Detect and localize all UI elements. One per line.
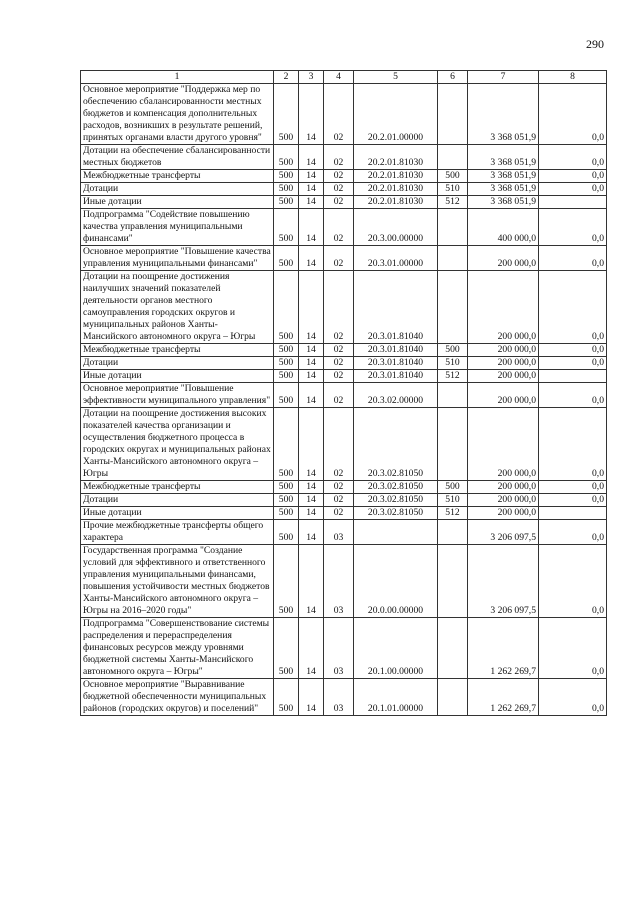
table-row <box>81 494 607 507</box>
subsection-code: 02 <box>324 196 354 209</box>
subsection-code: 02 <box>324 246 354 271</box>
target-article-code: 20.2.01.81030 <box>354 183 438 196</box>
expense-type-code: 500 <box>438 481 468 494</box>
item-name: Основное мероприятие "Повышение качества управления муниципальными финансами" <box>81 246 274 271</box>
column-header: 8 <box>539 71 607 84</box>
budget-table <box>80 70 607 716</box>
amount-col-8: 0,0 <box>539 84 607 145</box>
column-header: 4 <box>324 71 354 84</box>
target-article-code: 20.3.01.81040 <box>354 344 438 357</box>
ministry-code: 500 <box>274 209 299 246</box>
amount-2016: 200 000,0 <box>468 357 539 370</box>
section-code: 14 <box>299 344 324 357</box>
target-article-code: 20.2.01.81030 <box>354 145 438 170</box>
amount-2016: 1 262 269,7 <box>468 679 539 716</box>
item-name: Дотации на поощрение достижения высоких показателей качества организации и осуществления бюджетного процесса в городских округах и муниципальных районах Ханты-Мансийского автономного округа – Югры <box>81 408 274 481</box>
column-header: 1 <box>81 71 274 84</box>
amount-col-8: 0,0 <box>539 481 607 494</box>
table-row <box>81 679 607 716</box>
section-code: 14 <box>299 271 324 344</box>
target-article-code: 20.0.00.00000 <box>354 545 438 618</box>
ministry-code: 500 <box>274 370 299 383</box>
ministry-code: 500 <box>274 383 299 408</box>
subsection-code: 02 <box>324 84 354 145</box>
amount-2016: 200 000,0 <box>468 408 539 481</box>
amount-col-8: 0,0 <box>539 383 607 408</box>
item-name: Основное мероприятие "Повышение эффективности муниципального управления" <box>81 383 274 408</box>
table-row <box>81 344 607 357</box>
expense-type-code <box>438 209 468 246</box>
ministry-code: 500 <box>274 545 299 618</box>
item-name: Иные дотации <box>81 370 274 383</box>
expense-type-code <box>438 383 468 408</box>
target-article-code <box>354 520 438 545</box>
column-header: 6 <box>438 71 468 84</box>
table-row <box>81 357 607 370</box>
amount-col-8: 0,0 <box>539 545 607 618</box>
subsection-code: 02 <box>324 357 354 370</box>
expense-type-code: 510 <box>438 183 468 196</box>
section-code: 14 <box>299 481 324 494</box>
column-header: 7 <box>468 71 539 84</box>
item-name: Иные дотации <box>81 196 274 209</box>
subsection-code: 02 <box>324 494 354 507</box>
ministry-code: 500 <box>274 271 299 344</box>
amount-2016: 3 368 051,9 <box>468 183 539 196</box>
amount-2016: 200 000,0 <box>468 370 539 383</box>
target-article-code: 20.3.00.00000 <box>354 209 438 246</box>
section-code: 14 <box>299 84 324 145</box>
item-name: Дотации <box>81 357 274 370</box>
item-name: Межбюджетные трансферты <box>81 344 274 357</box>
ministry-code: 500 <box>274 145 299 170</box>
item-name: Дотации на обеспечение сбалансированности местных бюджетов <box>81 145 274 170</box>
subsection-code: 02 <box>324 370 354 383</box>
subsection-code: 03 <box>324 618 354 679</box>
table-row <box>81 618 607 679</box>
item-name: Прочие межбюджетные трансферты общего характера <box>81 520 274 545</box>
column-number-header <box>81 71 607 84</box>
section-code: 14 <box>299 246 324 271</box>
amount-2016: 200 000,0 <box>468 494 539 507</box>
ministry-code: 500 <box>274 618 299 679</box>
column-header: 2 <box>274 71 299 84</box>
subsection-code: 02 <box>324 344 354 357</box>
amount-2016: 200 000,0 <box>468 344 539 357</box>
subsection-code: 03 <box>324 545 354 618</box>
item-name: Основное мероприятие "Поддержка мер по обеспечению сбалансированности местных бюджетов и компенсация дополнительных расходов, возникших в результате решений, принятых органами власти другого уровня" <box>81 84 274 145</box>
ministry-code: 500 <box>274 84 299 145</box>
subsection-code: 02 <box>324 271 354 344</box>
ministry-code: 500 <box>274 494 299 507</box>
expense-type-code <box>438 145 468 170</box>
amount-col-8: 0,0 <box>539 357 607 370</box>
section-code: 14 <box>299 494 324 507</box>
table-row <box>81 271 607 344</box>
table-row <box>81 84 607 145</box>
amount-col-8: 0,0 <box>539 209 607 246</box>
section-code: 14 <box>299 196 324 209</box>
amount-col-8: 0,0 <box>539 494 607 507</box>
amount-col-8: 0,0 <box>539 520 607 545</box>
amount-col-8: 0,0 <box>539 408 607 481</box>
expense-type-code <box>438 520 468 545</box>
item-name: Подпрограмма "Совершенствование системы распределения и перераспределения финансовых ресурсов между уровнями бюджетной системы Ханты-Мансийского автономного округа – Югры" <box>81 618 274 679</box>
table-row <box>81 370 607 383</box>
expense-type-code <box>438 618 468 679</box>
subsection-code: 02 <box>324 170 354 183</box>
item-name: Основное мероприятие "Выравнивание бюджетной обеспеченности муниципальных районов (городских округов) и поселений" <box>81 679 274 716</box>
amount-col-8: 0,0 <box>539 183 607 196</box>
table-row <box>81 507 607 520</box>
expense-type-code <box>438 84 468 145</box>
table-row <box>81 196 607 209</box>
section-code: 14 <box>299 545 324 618</box>
target-article-code: 20.3.01.81040 <box>354 271 438 344</box>
amount-2016: 200 000,0 <box>468 507 539 520</box>
target-article-code: 20.3.02.81050 <box>354 494 438 507</box>
page-number: 290 <box>586 37 604 51</box>
amount-col-8 <box>539 196 607 209</box>
amount-col-8: 0,0 <box>539 344 607 357</box>
table-row <box>81 520 607 545</box>
section-code: 14 <box>299 145 324 170</box>
ministry-code: 500 <box>274 170 299 183</box>
amount-col-8: 0,0 <box>539 170 607 183</box>
subsection-code: 02 <box>324 507 354 520</box>
target-article-code: 20.3.02.81050 <box>354 408 438 481</box>
section-code: 14 <box>299 408 324 481</box>
amount-col-8 <box>539 507 607 520</box>
expense-type-code: 512 <box>438 507 468 520</box>
amount-col-8: 0,0 <box>539 145 607 170</box>
amount-2016: 3 368 051,9 <box>468 145 539 170</box>
item-name: Подпрограмма "Содействие повышению качества управления муниципальными финансами" <box>81 209 274 246</box>
amount-2016: 3 368 051,9 <box>468 196 539 209</box>
subsection-code: 03 <box>324 679 354 716</box>
amount-col-8: 0,0 <box>539 246 607 271</box>
amount-2016: 200 000,0 <box>468 383 539 408</box>
expense-type-code <box>438 246 468 271</box>
expense-type-code <box>438 271 468 344</box>
item-name: Дотации <box>81 183 274 196</box>
amount-2016: 3 206 097,5 <box>468 545 539 618</box>
target-article-code: 20.2.01.00000 <box>354 84 438 145</box>
section-code: 14 <box>299 383 324 408</box>
section-code: 14 <box>299 507 324 520</box>
amount-2016: 400 000,0 <box>468 209 539 246</box>
subsection-code: 02 <box>324 383 354 408</box>
amount-col-8: 0,0 <box>539 271 607 344</box>
amount-2016: 3 206 097,5 <box>468 520 539 545</box>
amount-2016: 200 000,0 <box>468 246 539 271</box>
expense-type-code <box>438 679 468 716</box>
table-row <box>81 170 607 183</box>
table-row <box>81 183 607 196</box>
ministry-code: 500 <box>274 481 299 494</box>
ministry-code: 500 <box>274 357 299 370</box>
target-article-code: 20.3.01.81040 <box>354 370 438 383</box>
ministry-code: 500 <box>274 196 299 209</box>
column-header: 5 <box>354 71 438 84</box>
target-article-code: 20.3.01.00000 <box>354 246 438 271</box>
amount-2016: 200 000,0 <box>468 271 539 344</box>
section-code: 14 <box>299 183 324 196</box>
item-name: Дотации на поощрение достижения наилучших значений показателей деятельности органов местного самоуправления городских округов и муниципальных районов Ханты-Мансийского автономного округа – Югры <box>81 271 274 344</box>
amount-col-8 <box>539 370 607 383</box>
item-name: Государственная программа "Создание условий для эффективного и ответственного управления муниципальными финансами, повышения устойчивости местных бюджетов Ханты-Мансийского автономного округа – Югры на 2016–2020 годы" <box>81 545 274 618</box>
target-article-code: 20.3.02.81050 <box>354 507 438 520</box>
subsection-code: 03 <box>324 520 354 545</box>
column-header: 3 <box>299 71 324 84</box>
item-name: Иные дотации <box>81 507 274 520</box>
table-row <box>81 246 607 271</box>
ministry-code: 500 <box>274 679 299 716</box>
table-row <box>81 209 607 246</box>
amount-col-8: 0,0 <box>539 679 607 716</box>
amount-2016: 3 368 051,9 <box>468 170 539 183</box>
section-code: 14 <box>299 209 324 246</box>
target-article-code: 20.2.01.81030 <box>354 170 438 183</box>
expense-type-code: 510 <box>438 357 468 370</box>
target-article-code: 20.2.01.81030 <box>354 196 438 209</box>
section-code: 14 <box>299 520 324 545</box>
section-code: 14 <box>299 170 324 183</box>
ministry-code: 500 <box>274 507 299 520</box>
subsection-code: 02 <box>324 209 354 246</box>
subsection-code: 02 <box>324 145 354 170</box>
expense-type-code: 500 <box>438 344 468 357</box>
table-row <box>81 145 607 170</box>
item-name: Межбюджетные трансферты <box>81 481 274 494</box>
section-code: 14 <box>299 679 324 716</box>
expense-type-code <box>438 545 468 618</box>
expense-type-code: 510 <box>438 494 468 507</box>
ministry-code: 500 <box>274 246 299 271</box>
ministry-code: 500 <box>274 344 299 357</box>
expense-type-code: 500 <box>438 170 468 183</box>
table-row <box>81 545 607 618</box>
target-article-code: 20.3.02.81050 <box>354 481 438 494</box>
ministry-code: 500 <box>274 183 299 196</box>
item-name: Дотации <box>81 494 274 507</box>
subsection-code: 02 <box>324 481 354 494</box>
expense-type-code <box>438 408 468 481</box>
section-code: 14 <box>299 618 324 679</box>
amount-2016: 1 262 269,7 <box>468 618 539 679</box>
table-row <box>81 383 607 408</box>
item-name: Межбюджетные трансферты <box>81 170 274 183</box>
target-article-code: 20.1.00.00000 <box>354 618 438 679</box>
amount-col-8: 0,0 <box>539 618 607 679</box>
section-code: 14 <box>299 357 324 370</box>
expense-type-code: 512 <box>438 370 468 383</box>
ministry-code: 500 <box>274 408 299 481</box>
subsection-code: 02 <box>324 183 354 196</box>
ministry-code: 500 <box>274 520 299 545</box>
target-article-code: 20.1.01.00000 <box>354 679 438 716</box>
expense-type-code: 512 <box>438 196 468 209</box>
section-code: 14 <box>299 370 324 383</box>
subsection-code: 02 <box>324 408 354 481</box>
amount-2016: 3 368 051,9 <box>468 84 539 145</box>
table-row <box>81 481 607 494</box>
target-article-code: 20.3.02.00000 <box>354 383 438 408</box>
table-row <box>81 408 607 481</box>
amount-2016: 200 000,0 <box>468 481 539 494</box>
target-article-code: 20.3.01.81040 <box>354 357 438 370</box>
